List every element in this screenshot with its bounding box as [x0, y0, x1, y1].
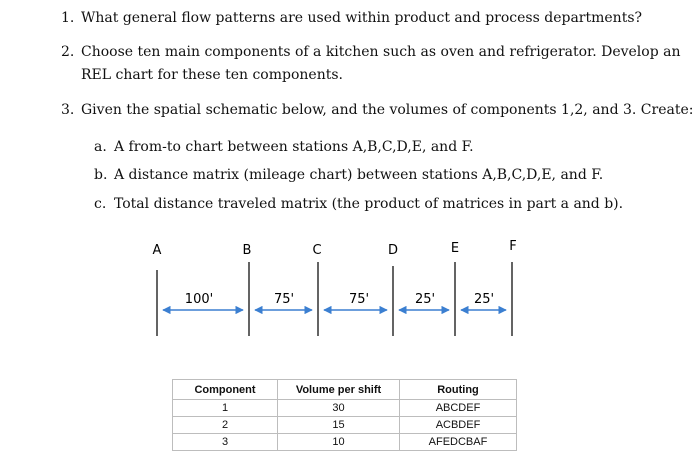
subitem-letter: b. [94, 167, 108, 183]
table-row [173, 417, 517, 434]
question-text: Given the spatial schematic below, and the volumes of components 1,2, and 3. Create: [81, 102, 694, 118]
cell-component: 2 [173, 417, 278, 434]
cell-volume: 10 [278, 434, 400, 451]
distance-label-ab: 100' [184, 292, 214, 307]
station-label-c: C [312, 243, 322, 258]
header-volume: Volume per shift [278, 380, 400, 400]
question-text: What general flow patterns are used within product and process departments? [81, 10, 643, 26]
subitem-letter: a. [94, 139, 107, 155]
header-routing: Routing [400, 380, 517, 400]
station-label-b: B [242, 243, 252, 258]
question-text-continued: REL chart for these ten components. [81, 67, 343, 83]
cell-volume: 15 [278, 417, 400, 434]
distance-label-de: 25' [414, 292, 436, 307]
subitem-text: A from-to chart between stations A,B,C,D,E, and F. [114, 139, 474, 155]
distance-label-ef: 25' [473, 292, 495, 307]
routing-table [172, 379, 517, 451]
station-label-f: F [509, 239, 517, 254]
cell-routing: ACBDEF [400, 417, 517, 434]
station-label-d: D [387, 243, 399, 258]
table-row [173, 400, 517, 417]
station-label-e: E [450, 241, 460, 256]
cell-routing: ABCDEF [400, 400, 517, 417]
cell-component: 1 [173, 400, 278, 417]
station-label-a: A [152, 243, 162, 258]
table-row [173, 434, 517, 451]
question-number: 2. [61, 44, 75, 60]
cell-routing: AFEDCBAF [400, 434, 517, 451]
subitem-letter: c. [94, 196, 107, 212]
question-number: 1. [61, 10, 75, 26]
distance-label-cd: 75' [348, 292, 370, 307]
question-number: 3. [61, 102, 75, 118]
subitem-text: Total distance traveled matrix (the product of matrices in part a and b). [114, 196, 624, 212]
cell-volume: 30 [278, 400, 400, 417]
distance-label-bc: 75' [273, 292, 295, 307]
table-header-row [173, 380, 517, 400]
cell-component: 3 [173, 434, 278, 451]
question-text: Choose ten main components of a kitchen such as oven and refrigerator. Develop an [81, 44, 681, 60]
header-component: Component [173, 380, 278, 400]
subitem-text: A distance matrix (mileage chart) between stations A,B,C,D,E, and F. [114, 167, 604, 183]
